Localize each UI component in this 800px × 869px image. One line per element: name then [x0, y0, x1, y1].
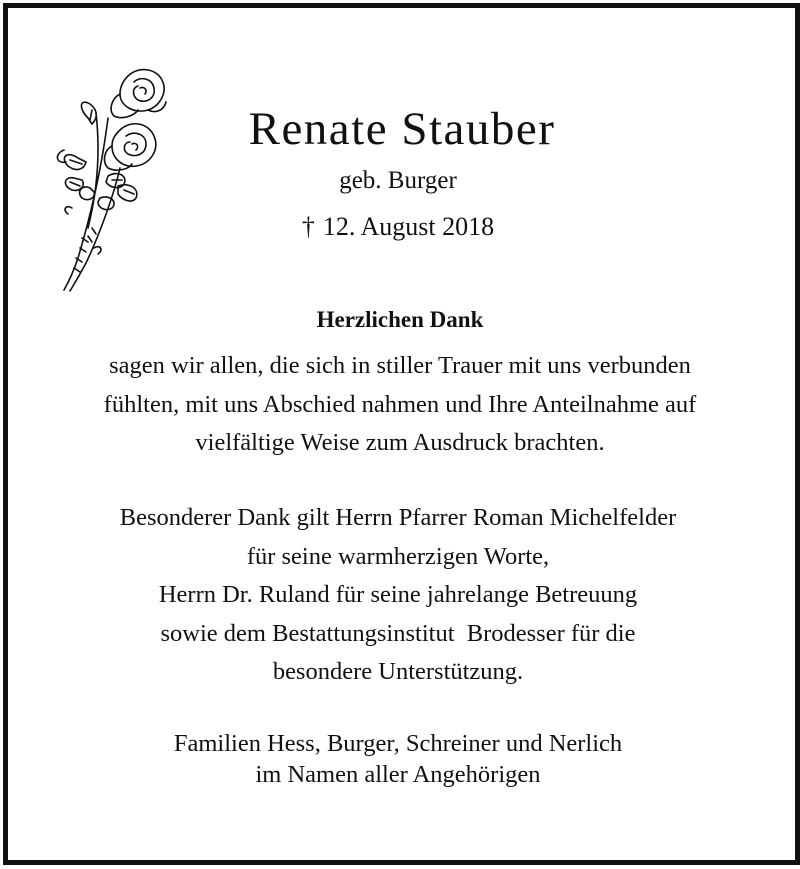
- text-line: für seine warmherzigen Worte,: [246, 542, 550, 570]
- text-line: vielfältige Weise zum Ausdruck brachten.: [195, 429, 605, 456]
- death-date: 12. August 2018: [322, 212, 495, 241]
- text-line: Besonderer Dank gilt Herrn Pfarrer Roman Michelfelder: [119, 504, 677, 531]
- text-line: sowie dem Bestattungsinstitut Brodesser für die: [160, 619, 636, 647]
- signature-line: im Namen aller Angehörigen: [255, 761, 541, 788]
- signature-line: Familien Hess, Burger, Schreiner und Nerlich: [173, 730, 623, 757]
- cross-icon: †: [301, 212, 315, 241]
- deceased-name: Renate Stauber: [248, 103, 556, 155]
- death-date-line: [0, 212, 798, 242]
- text-line: besondere Unterstützung.: [272, 658, 524, 685]
- birth-name: geb. Burger: [339, 167, 457, 194]
- signature: [0, 728, 798, 790]
- special-thanks-paragraph: [0, 499, 798, 692]
- text-line: Herrn Dr. Ruland für seine jahrelange Betreuung: [158, 581, 638, 608]
- thanks-heading: Herzlichen Dank: [316, 307, 484, 332]
- thanks-paragraph: [0, 347, 800, 463]
- text-line: sagen wir allen, die sich in stiller Trauer mit uns verbunden: [109, 352, 691, 379]
- text-line: fühlten, mit uns Abschied nahmen und Ihre Anteilnahme auf: [103, 390, 697, 418]
